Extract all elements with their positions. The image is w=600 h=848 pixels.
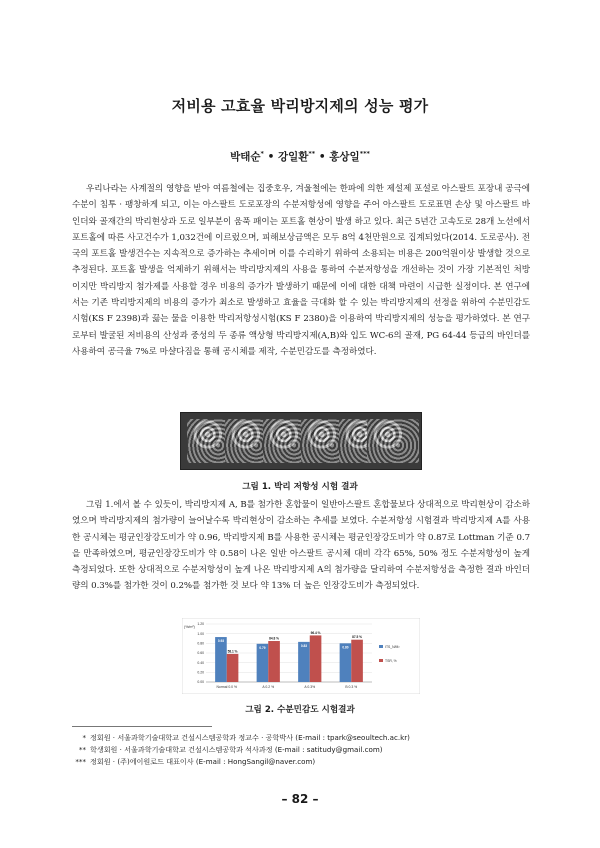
data-label: 0.79 <box>259 645 266 650</box>
y-tick-label: 0.40 <box>197 660 204 665</box>
y-axis-label: (%/m²) <box>184 625 195 629</box>
figure1-photo <box>180 412 422 470</box>
data-label: 0.93 <box>217 639 225 644</box>
y-tick-label: 0.80 <box>197 641 204 646</box>
data-label: 87.5 % <box>352 635 363 640</box>
data-label: 0.80 <box>342 645 349 650</box>
author-separator: • <box>318 151 326 163</box>
bar-tsr <box>351 640 363 682</box>
y-tick-label: 0.00 <box>197 680 204 685</box>
intro-paragraph: 우리나라는 사계절의 영향을 받아 여름철에는 집중호우, 겨울철에는 한파에 의한 제설제 포설로 아스팔트 포장내 공극에 수분이 침투 · 팽창하게 되고, 이는 아스팔트 도로포장의 수분저항성에 영향을 주어 아스팔트 도로표면 손상 및 아스팔트 바인더와 골재간의 박리현상과 도로 일부분이 움푹 패이는 포트홀 현상이 발생 하고 있다. 최근 5년간 고속도로 28개 노선에서 포트홀에 따른 사고건수가 1,032건에 이르렀으며, 피해보상금액은 모두 8억 4천만원으로 집계되었다(2014. 도로공사). 전국의 포트홀 발생건수는 지속적으로 증가하는 추세이며 이를 수리하기 위하여 소용되는 비용은 200억원이상 발생할 것으로 추정된다. 포트홀 발생을 억제하기 위해서는 박리방지제의 사용을 통하여 수분저항성을 개선하는 것이 가장 기본적인 처방이지만 박리방지 첨가제를 사용할 경우 비용의 증가가 발생하기 때문에 이에 대한 대책 마련이 시급한 실정이다. 본 연구에서는 기존 박리방지제의 비용의 증가가 최소로 발생하고 효율을 극대화 할 수 있는 박리방지제의 선정을 위하여 수분민감도시험(KS F 2398)과 끓는 물을 이용한 박리저항성시험(KS F 2380)을 이용하여 박리방지제의 성능을 평가하였다. 본 연구로부터 발굴된 저비용의 산성과 중성의 두 종류 액상형 박리방지제(A,B)와 입도 WC-6의 골재, PG 64-44 등급의 바인더를 사용하여 공극율 7%로 마샬다짐을 통해 공시체를 제작, 수분민감도를 측정하였다. <box>72 184 530 357</box>
footnote: *** 정회원 · (주)에이원로드 대표이사 (E-mail : HongSangil@naver.com) <box>75 757 316 766</box>
moisture-sensitivity-chart <box>182 618 420 694</box>
legend-swatch <box>379 645 383 648</box>
x-tick-label: A 0.2 % <box>262 685 275 689</box>
legend-entry: TSR, % <box>385 659 397 663</box>
data-label: 96.4 % <box>310 630 321 635</box>
page-number: – 82 – <box>281 792 319 806</box>
x-tick-label: A 0.3% <box>304 685 316 689</box>
author-1: 박태순* <box>230 149 264 163</box>
author-2: 강일환** <box>277 149 316 163</box>
bar-tsr <box>227 654 239 682</box>
footnote-divider <box>72 726 212 727</box>
bar-its <box>215 637 227 682</box>
bar-tsr <box>310 635 322 682</box>
legend-swatch <box>379 659 383 662</box>
data-label: 0.83 <box>300 643 308 648</box>
data-label: 58.1 % <box>227 649 238 654</box>
y-tick-label: 1.20 <box>197 622 204 627</box>
author-line <box>0 149 600 164</box>
author-separator: • <box>267 151 275 163</box>
footnote: ** 학생회원 · 서울과학기술대학교 건설시스템공학과 석사과정 (E-mail : satitudy@gmail.com) <box>78 745 383 754</box>
legend-entry: ITS_N/M² <box>385 645 400 649</box>
figure1-caption: 그림 1. 박리 저항성 시험 결과 <box>242 482 358 492</box>
footnote: * 정회원 · 서울과학기술대학교 건설시스템공학과 정교수 · 공학박사 (E-mail : tpark@seoultech.ac.kr) <box>82 733 410 742</box>
paper-title: 저비용 고효율 박리방지제의 성능 평가 <box>171 97 429 115</box>
results-paragraph: 그림 1.에서 볼 수 있듯이, 박리방지제 A, B를 첨가한 혼합물이 일반아스팔트 혼합물보다 상대적으로 박리현상이 감소하였으며 박리방지제의 첨가량이 늘어날수록 박리현상이 감소하는 추세를 보였다. 수분저항성 시험결과 박리방지제 A를 사용한 공시체는 평균인장강도비가 약 0.96, 박리방지제 B를 사용한 공시체는 평균인장강도비가 약 0.87로 Lottman 기준 0.7을 만족하였으며, 평균인장강도비가 약 0.58이 나온 일반 아스팔트 공시체 대비 각각 65%, 50% 정도 수분저항성이 높게 측정되었다. 또한 상대적으로 수분저항성이 높게 나온 박리방지제 A의 첨가량을 달리하여 수분저항성을 측정한 결과 바인더량의 0.3%를 첨가한 것이 0.2%를 첨가한 것 보다 약 13% 더 높은 인장강도비가 측정되었다. <box>72 500 530 592</box>
bar-tsr <box>268 641 280 682</box>
y-tick-label: 0.20 <box>197 670 204 675</box>
data-label: 84.8 % <box>269 636 280 641</box>
figure2-caption: 그림 2. 수분민감도 시험결과 <box>245 705 355 715</box>
bar-its <box>298 642 310 682</box>
x-tick-label: B 0.3 % <box>345 685 358 689</box>
footnotes <box>72 732 532 768</box>
author-3: 홍상일*** <box>329 149 370 163</box>
y-tick-label: 0.60 <box>197 651 204 656</box>
x-tick-label: Normal 0.0 % <box>216 685 238 689</box>
y-tick-label: 1.00 <box>197 631 204 636</box>
specimen-plate <box>367 419 419 463</box>
